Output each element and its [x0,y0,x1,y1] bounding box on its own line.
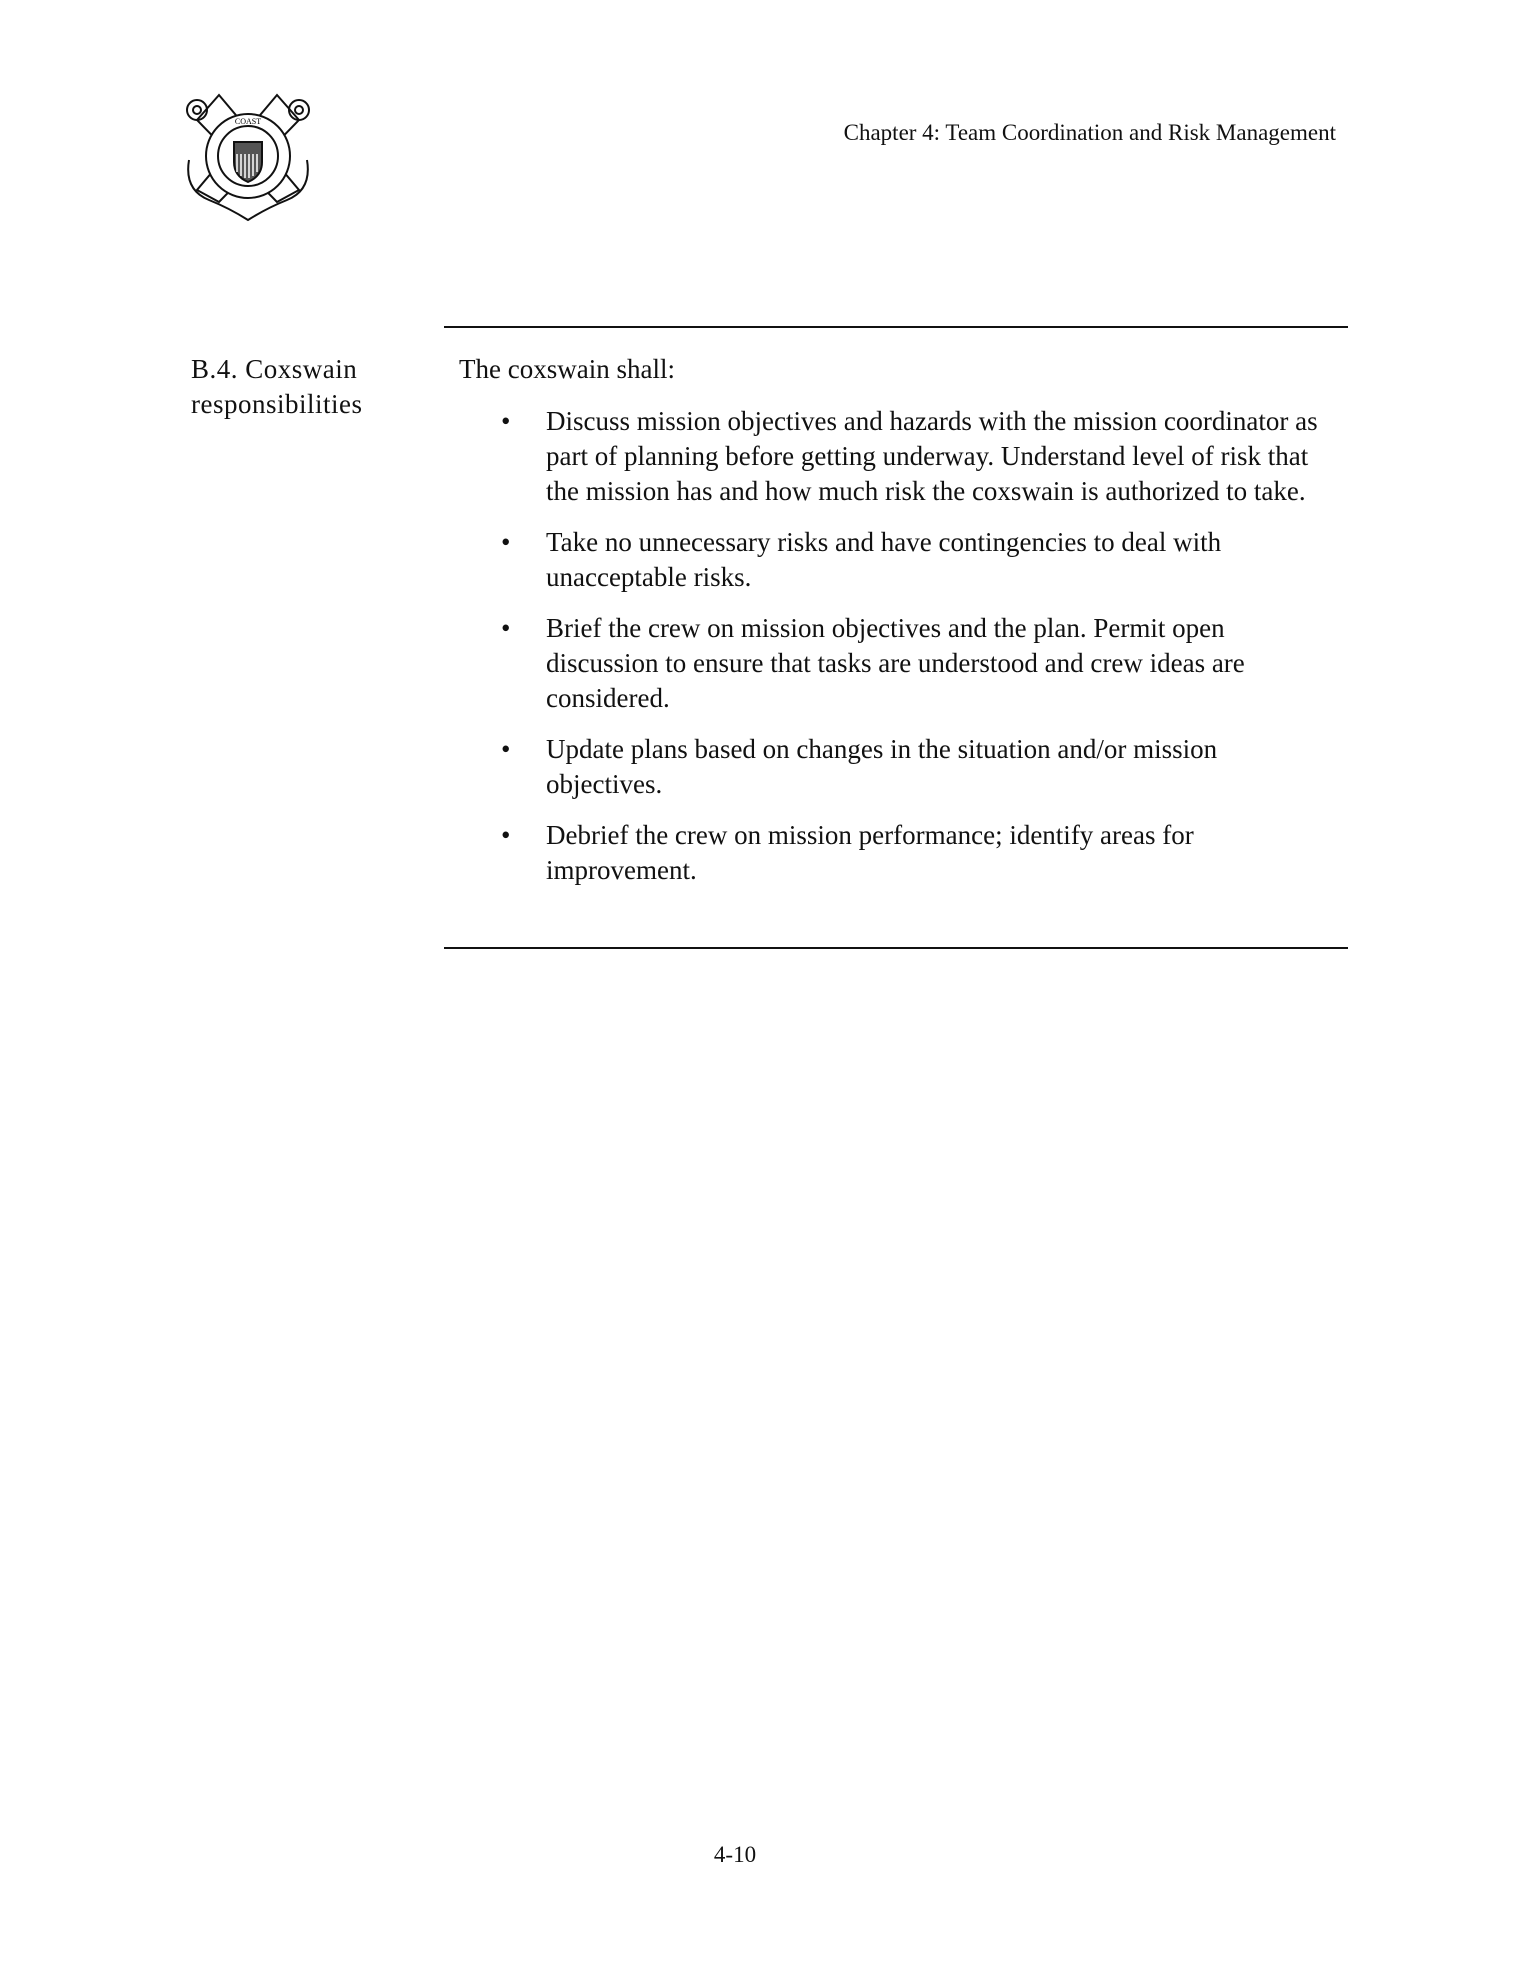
list-item-text: Update plans based on changes in the situation and/or mission objectives. [546,734,1218,799]
bullet-icon: • [501,734,511,764]
coast-guard-seal-logo [179,90,317,222]
bottom-rule [444,947,1348,949]
list-item-text: Take no unnecessary risks and have contingencies to deal with unacceptable risks. [546,527,1222,592]
bullet-icon: • [501,527,511,557]
bullet-icon: • [501,820,511,850]
list-item-text: Debrief the crew on mission performance; identify areas for improvement. [546,820,1194,885]
bullet-icon: • [501,406,511,436]
list-item [459,818,1339,888]
section-body [459,352,1339,904]
responsibility-list [459,404,1339,888]
bullet-icon: • [501,613,511,643]
page-number: 4-10 [713,1842,757,1867]
section-heading-title: responsibilities [191,389,363,419]
section-heading-number: B.4. Coxswain [191,354,358,384]
list-item [459,611,1339,716]
list-item-text: Brief the crew on mission objectives and the plan. Permit open discussion to ensure that tasks are understood and crew ideas are considered. [546,613,1245,713]
list-item-text: Discuss mission objectives and hazards with the mission coordinator as part of planning before getting underway. Understand level of risk that the mission has and how much risk the coxswain is authorized to take. [546,406,1318,506]
intro-text: The coxswain shall: [459,354,675,384]
section-heading [191,352,363,422]
list-item [459,732,1339,802]
chapter-header: Chapter 4: Team Coordination and Risk Management [843,120,1336,145]
top-rule [444,326,1348,328]
svg-text:COAST: COAST [234,117,262,126]
list-item [459,525,1339,595]
list-item [459,404,1339,509]
